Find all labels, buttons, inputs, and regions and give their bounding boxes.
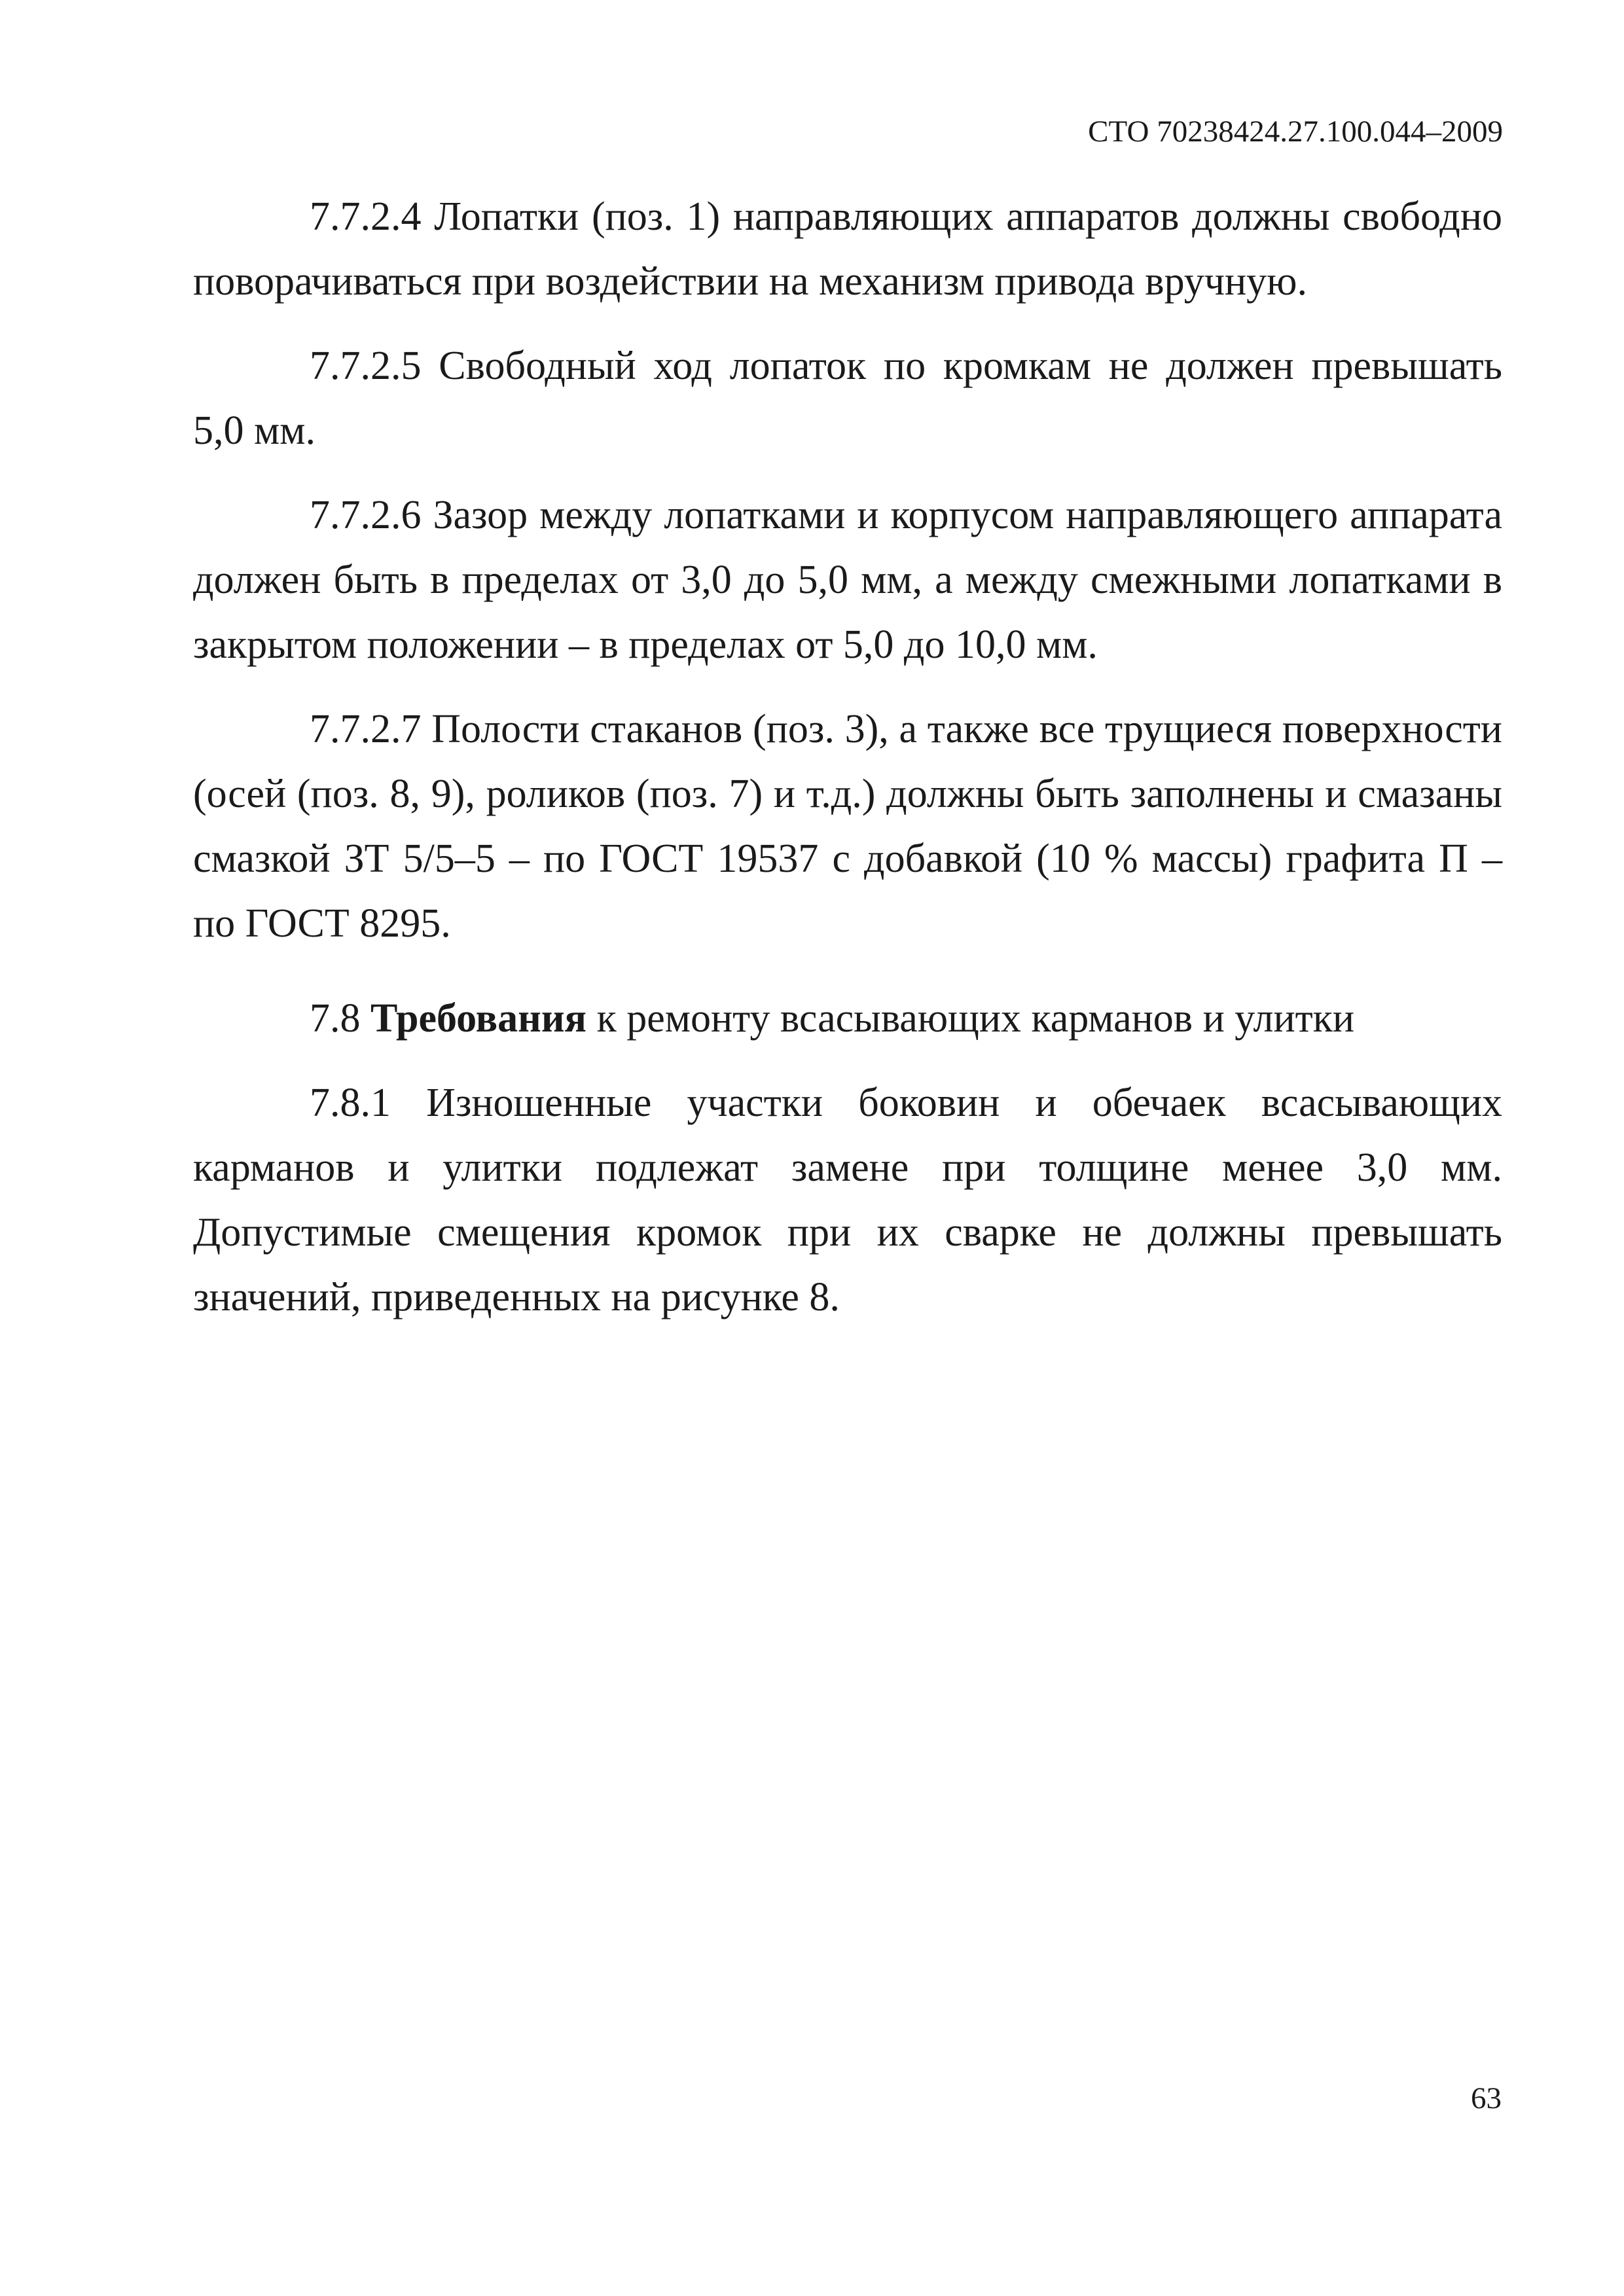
section-title-bold: Требования bbox=[370, 996, 587, 1041]
section-title-rest: к ремонту всасывающих карманов и улитки bbox=[596, 996, 1355, 1041]
paragraph-7-7-2-5: 7.7.2.5 Свободный ход лопаток по кромкам не должен превышать 5,0 мм. bbox=[193, 344, 1502, 453]
section-heading-7-8 bbox=[193, 986, 1502, 1051]
paragraph-7-7-2-7: 7.7.2.7 Полости стаканов (поз. 3), а также все трущиеся поверхности (осей (поз. 8, 9), роликов (поз. 7) и т.д.) должны быть заполнены и смазаны смазкой ЗТ 5/5–5 – по ГОСТ 19537 с добавкой (10 % массы) графита П – по ГОСТ 8295. bbox=[193, 707, 1502, 946]
page-number: 63 bbox=[1471, 2081, 1502, 2115]
document-code: СТО 70238424.27.100.044–2009 bbox=[1088, 115, 1503, 149]
section-number: 7.8 bbox=[310, 996, 361, 1041]
paragraph-7-8-1: 7.8.1 Изношенные участки боковин и обечаек всасывающих карманов и улитки подлежат замене при толщине менее 3,0 мм. Допустимые смещения кромок при их сварке не должны превышать значений, приведенных на рисунке 8. bbox=[193, 1081, 1502, 1319]
paragraph-7-7-2-4: 7.7.2.4 Лопатки (поз. 1) направляющих аппаратов должны свободно поворачиваться при воздействии на механизм привода вручную. bbox=[193, 194, 1502, 304]
document-body bbox=[193, 185, 1502, 1330]
paragraph-7-7-2-6: 7.7.2.6 Зазор между лопатками и корпусом направляющего аппарата должен быть в пределах от 3,0 до 5,0 мм, а между смежными лопатками в закрытом положении – в пределах от 5,0 до 10,0 мм. bbox=[193, 493, 1502, 667]
